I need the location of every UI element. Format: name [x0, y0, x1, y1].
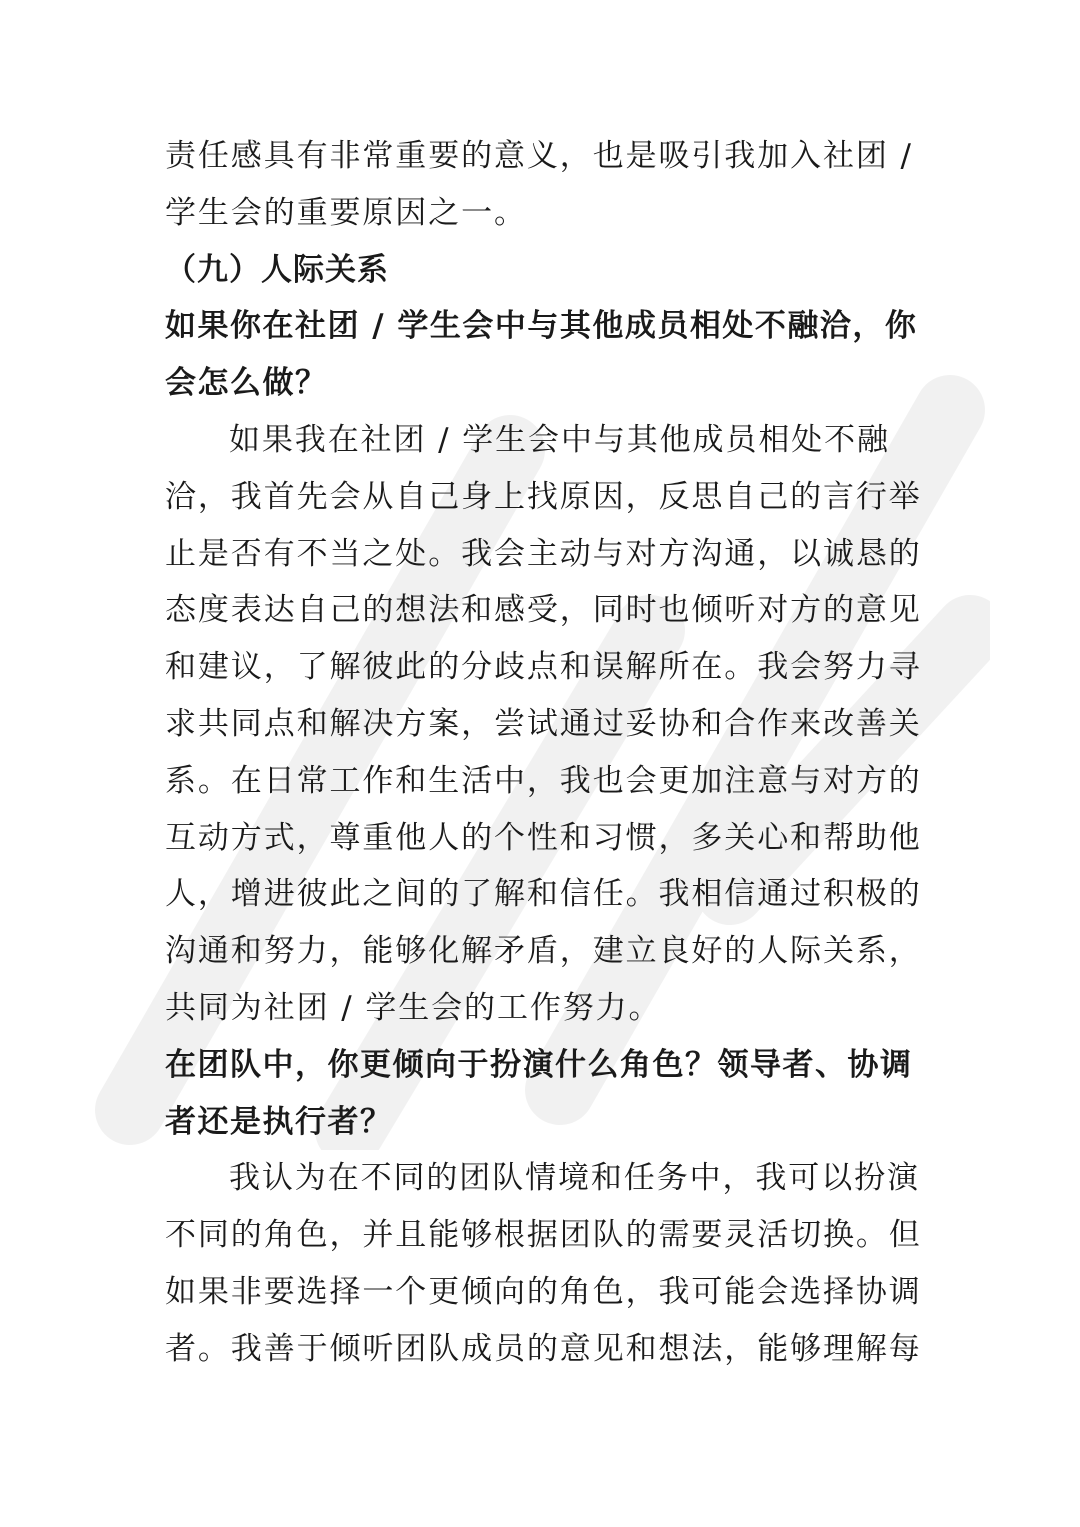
answer-line: 人，增进彼此之间的了解和信任。我相信通过积极的	[165, 876, 922, 913]
answer-line: 止是否有不当之处。我会主动与对方沟通，以诚恳的	[165, 535, 922, 572]
answer-line: 如果我在社团 / 学生会中与其他成员相处不融	[229, 421, 890, 458]
answer-line: 系。在日常工作和生活中，我也会更加注意与对方的	[165, 762, 922, 799]
answer-line: 者。我善于倾听团队成员的意见和想法，能够理解每	[165, 1330, 922, 1367]
answer-line: 共同为社团 / 学生会的工作努力。	[165, 989, 662, 1026]
question-line: 如果你在社团 / 学生会中与其他成员相处不融洽，你	[165, 308, 918, 345]
answer-line: 态度表达自己的想法和感受，同时也倾听对方的意见	[165, 592, 922, 629]
answer-line: 如果非要选择一个更倾向的角色，我可能会选择协调	[165, 1273, 922, 1310]
document-body	[165, 128, 922, 1378]
question-line: 者还是执行者？	[165, 1103, 393, 1140]
section-heading: （九）人际关系	[165, 251, 389, 288]
question-line: 会怎么做？	[165, 365, 328, 402]
answer-line: 沟通和努力，能够化解矛盾，建立良好的人际关系，	[165, 933, 922, 970]
answer-line: 洽，我首先会从自己身上找原因，反思自己的言行举	[165, 478, 922, 515]
answer-line: 和建议，了解彼此的分歧点和误解所在。我会努力寻	[165, 649, 922, 686]
answer-line: 不同的角色，并且能够根据团队的需要灵活切换。但	[165, 1217, 922, 1254]
answer-line: 互动方式，尊重他人的个性和习惯，多关心和帮助他	[165, 819, 922, 856]
text-line: 责任感具有非常重要的意义，也是吸引我加入社团 /	[165, 138, 913, 174]
answer-line: 我认为在不同的团队情境和任务中，我可以扮演	[229, 1160, 920, 1197]
answer-line: 求共同点和解决方案，尝试通过妥协和合作来改善关	[165, 705, 922, 742]
text-line: 学生会的重要原因之一。	[165, 194, 527, 231]
question-line: 在团队中，你更倾向于扮演什么角色？领导者、协调	[165, 1046, 913, 1083]
